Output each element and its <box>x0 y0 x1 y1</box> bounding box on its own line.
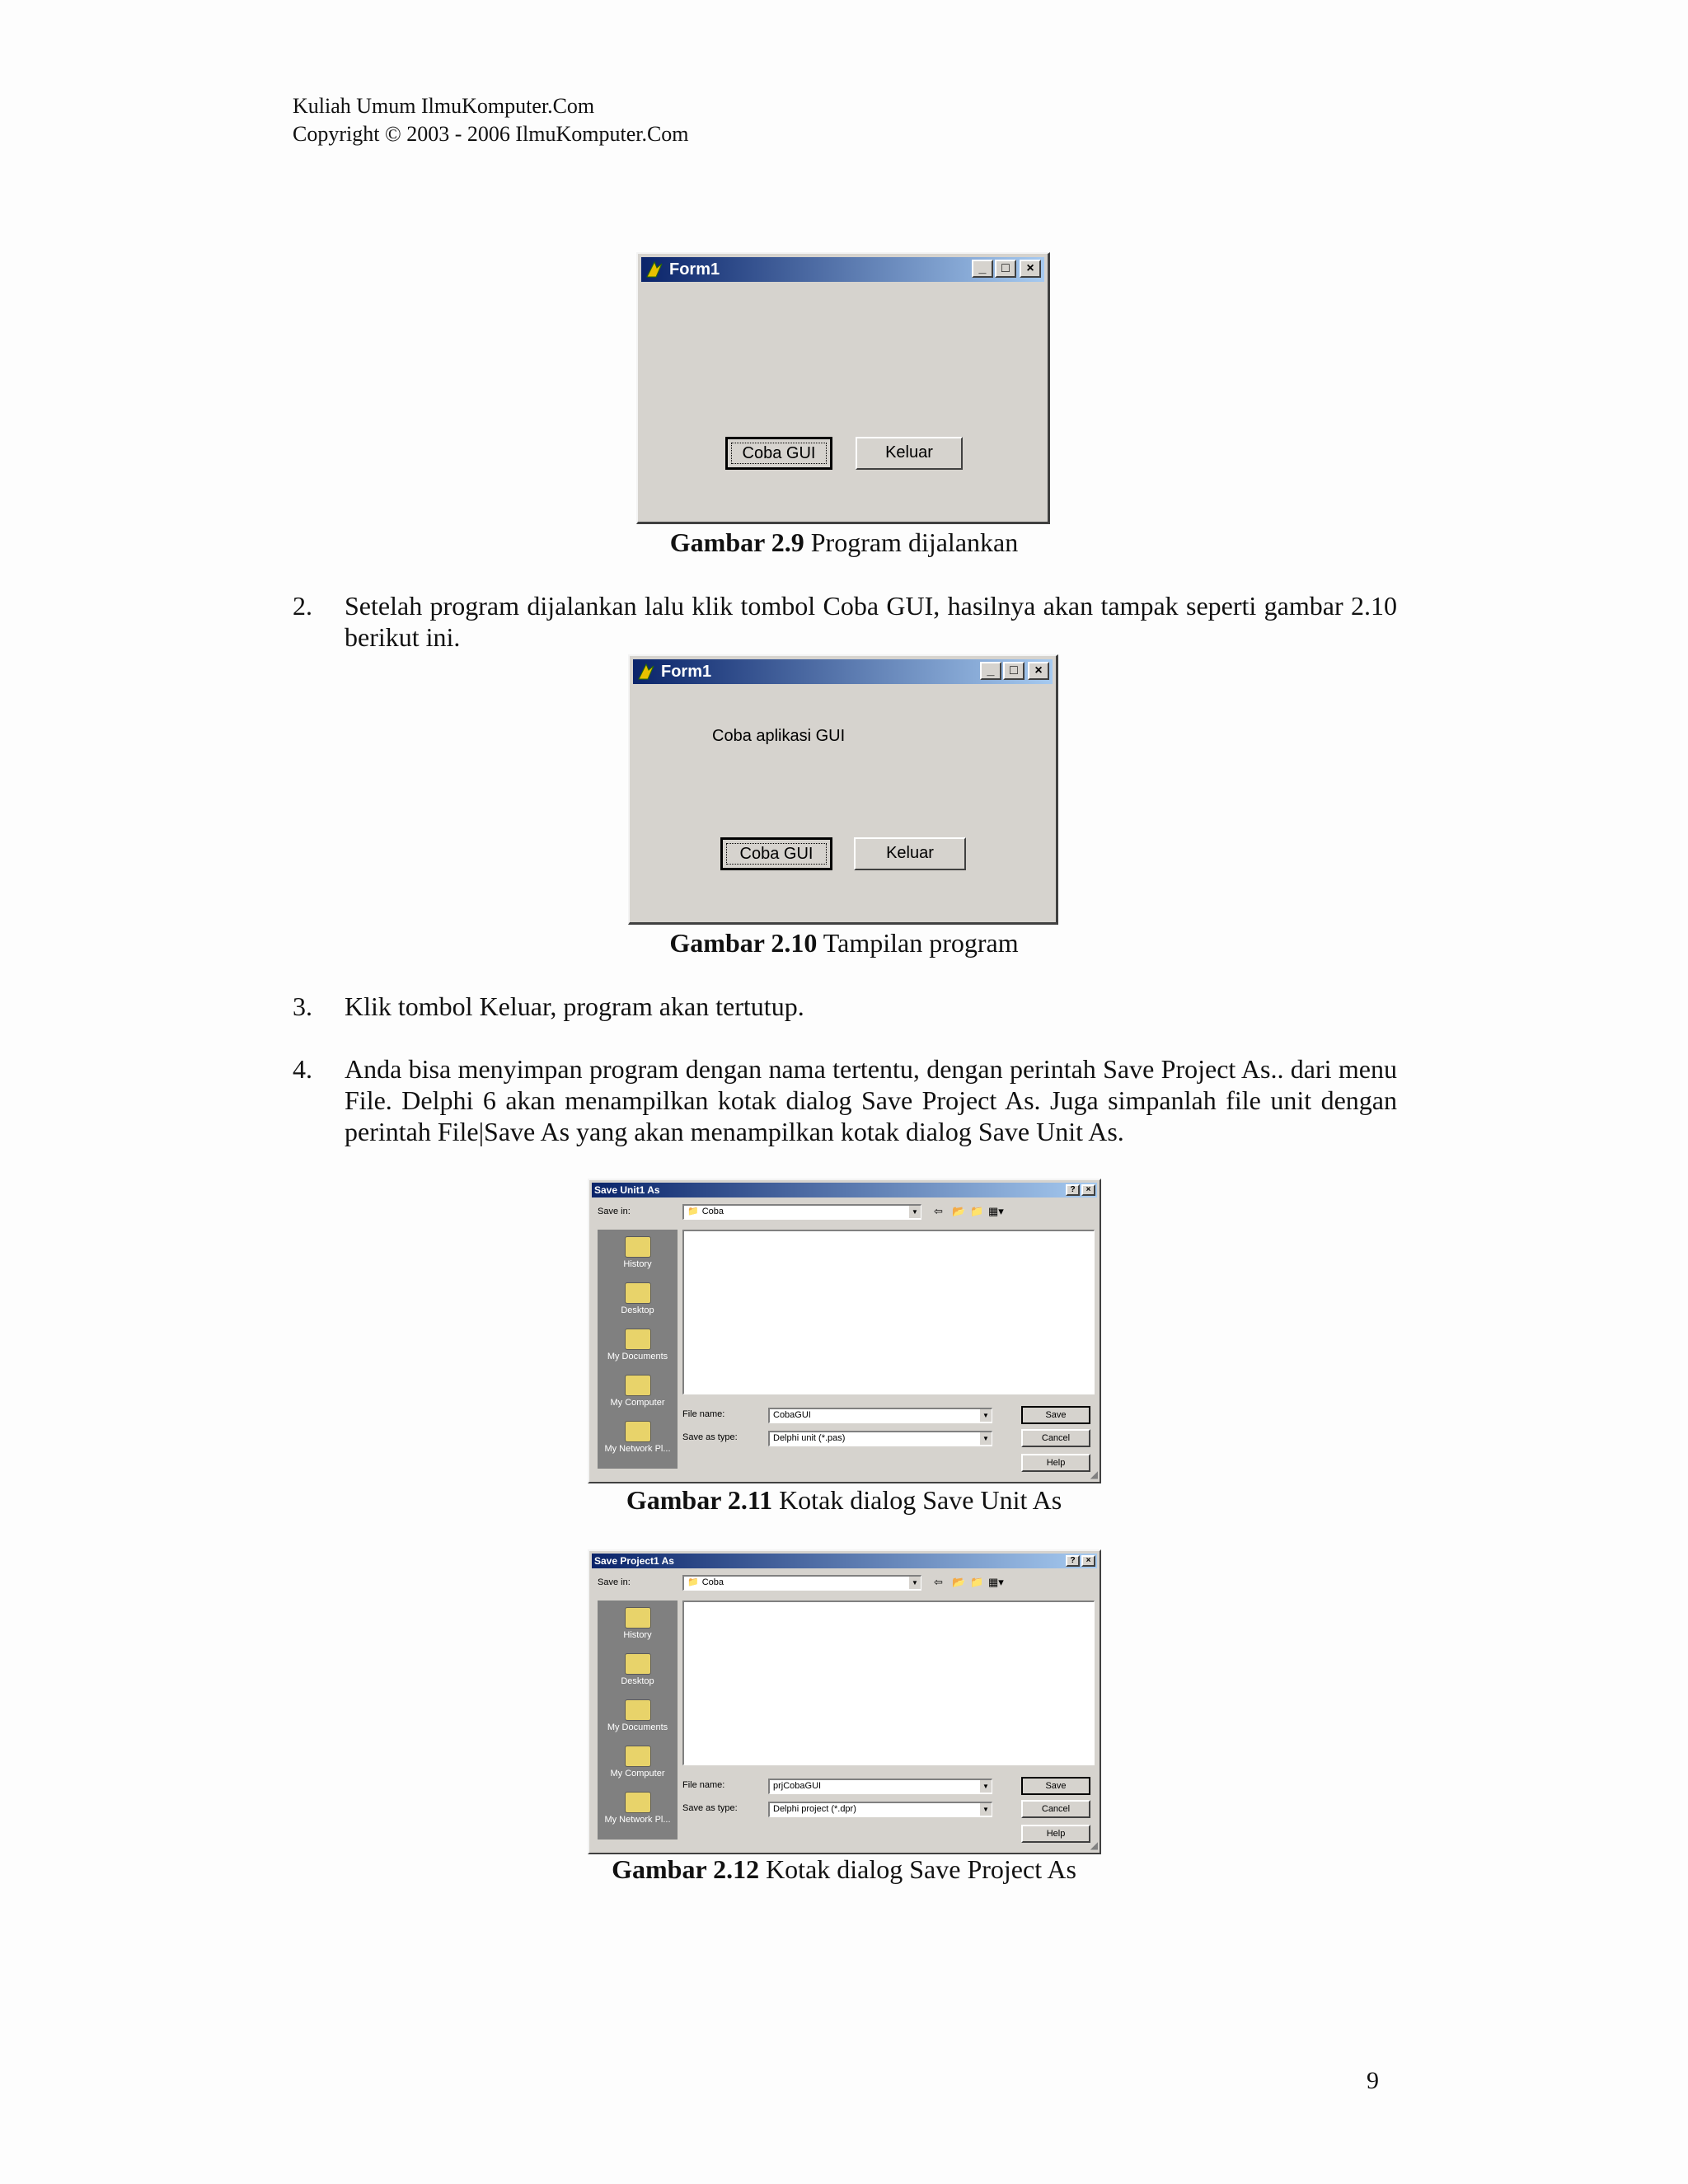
places-bar <box>598 1601 678 1840</box>
up-folder-icon[interactable]: 📂 <box>952 1205 966 1217</box>
figure-2-10-caption: Gambar 2.10 Tampilan program <box>669 928 1019 958</box>
places-my-network[interactable]: My Network Pl... <box>598 1421 678 1454</box>
places-desktop[interactable]: Desktop <box>598 1653 678 1686</box>
header-line-1: Kuliah Umum IlmuKomputer.Com <box>293 94 595 118</box>
places-history[interactable]: History <box>598 1607 678 1640</box>
figure-2-11-caption: Gambar 2.11 Kotak dialog Save Unit As <box>626 1485 1062 1515</box>
title-bar <box>633 659 1053 684</box>
save-in-combo[interactable]: 📁 Coba ▼ <box>682 1575 921 1591</box>
chevron-down-icon[interactable]: ▼ <box>908 1206 921 1218</box>
list-item-2: 2. Setelah program dijalankan lalu klik tombol Coba GUI, hasilnya akan tampak seperti gambar 2.10 berikut ini. <box>293 591 1397 652</box>
desktop-icon <box>625 1282 651 1304</box>
save-type-combo[interactable]: Delphi project (*.dpr) ▼ <box>768 1802 992 1817</box>
places-history[interactable]: History <box>598 1236 678 1269</box>
resize-grip-icon[interactable]: ◢ <box>1090 1469 1098 1480</box>
file-name-label: File name: <box>682 1780 725 1790</box>
delphi-app-icon <box>645 260 663 279</box>
dialog-title-bar <box>592 1554 1097 1568</box>
view-menu-icon[interactable]: ▦▾ <box>988 1576 1004 1588</box>
file-list[interactable] <box>682 1230 1095 1394</box>
chevron-down-icon[interactable]: ▼ <box>908 1577 921 1589</box>
folder-icon: 📁 <box>687 1577 699 1587</box>
help-button[interactable]: Help <box>1021 1454 1090 1472</box>
form1-window-fig-2-9 <box>636 252 1050 524</box>
places-my-computer[interactable]: My Computer <box>598 1375 678 1408</box>
file-name-field[interactable]: prjCobaGUI ▼ <box>768 1779 992 1794</box>
view-menu-icon[interactable]: ▦▾ <box>988 1205 1004 1217</box>
list-item-4: 4. Anda bisa menyimpan program dengan nama tertentu, dengan perintah Save Project As.. dari menu File. Delphi 6 akan menampilkan kotak dialog Save Project As. Juga simpanlah file unit dengan perintah File|Save As yang akan menampilkan kotak dialog Save Unit As. <box>293 1054 1397 1146</box>
places-desktop[interactable]: Desktop <box>598 1282 678 1315</box>
save-unit-dialog <box>588 1179 1101 1483</box>
save-in-label: Save in: <box>598 1577 631 1587</box>
delphi-app-icon <box>637 663 655 681</box>
save-in-label: Save in: <box>598 1207 631 1216</box>
help-title-button[interactable]: ? <box>1066 1555 1080 1567</box>
window-title: Form1 <box>661 663 712 681</box>
places-my-computer[interactable]: My Computer <box>598 1746 678 1779</box>
back-icon[interactable]: ⇦ <box>934 1576 943 1588</box>
save-type-label: Save as type: <box>682 1432 738 1442</box>
my-computer-icon <box>625 1375 651 1396</box>
form1-window-fig-2-10 <box>628 654 1058 925</box>
new-folder-icon[interactable]: 📁 <box>970 1205 984 1217</box>
save-button[interactable]: Save <box>1021 1777 1090 1795</box>
coba-gui-button[interactable]: Coba GUI <box>720 837 832 870</box>
resize-grip-icon[interactable]: ◢ <box>1090 1840 1098 1851</box>
figure-2-9-caption: Gambar 2.9 Program dijalankan <box>669 527 1019 557</box>
new-folder-icon[interactable]: 📁 <box>970 1576 984 1588</box>
page-number: 9 <box>1367 2067 1379 2094</box>
coba-aplikasi-label: Coba aplikasi GUI <box>712 727 846 745</box>
places-my-documents[interactable]: My Documents <box>598 1699 678 1732</box>
history-icon <box>625 1236 651 1258</box>
my-documents-icon <box>625 1699 651 1721</box>
save-type-combo[interactable]: Delphi unit (*.pas) ▼ <box>768 1431 992 1446</box>
title-bar <box>641 257 1044 282</box>
help-title-button[interactable]: ? <box>1066 1184 1080 1196</box>
save-project-dialog <box>588 1549 1101 1854</box>
window-title: Form1 <box>669 260 720 279</box>
minimize-button[interactable]: _ <box>980 662 1001 680</box>
coba-gui-button[interactable]: Coba GUI <box>725 437 832 470</box>
maximize-button[interactable]: □ <box>1003 662 1025 680</box>
close-button[interactable]: × <box>1028 662 1049 680</box>
up-folder-icon[interactable]: 📂 <box>952 1576 966 1588</box>
history-icon <box>625 1607 651 1629</box>
chevron-down-icon[interactable]: ▼ <box>979 1432 992 1445</box>
places-my-network[interactable]: My Network Pl... <box>598 1792 678 1825</box>
help-button[interactable]: Help <box>1021 1825 1090 1843</box>
figure-2-12-caption: Gambar 2.12 Kotak dialog Save Project As <box>612 1854 1076 1884</box>
back-icon[interactable]: ⇦ <box>934 1205 943 1217</box>
my-documents-icon <box>625 1329 651 1350</box>
minimize-button[interactable]: _ <box>972 260 993 278</box>
header-line-2: Copyright © 2003 - 2006 IlmuKomputer.Com <box>293 122 689 146</box>
my-network-icon <box>625 1421 651 1442</box>
cancel-button[interactable]: Cancel <box>1021 1800 1090 1818</box>
my-network-icon <box>625 1792 651 1813</box>
my-computer-icon <box>625 1746 651 1767</box>
save-in-combo[interactable]: 📁 Coba ▼ <box>682 1204 921 1220</box>
maximize-button[interactable]: □ <box>995 260 1016 278</box>
file-name-field[interactable]: CobaGUI ▼ <box>768 1408 992 1423</box>
chevron-down-icon[interactable]: ▼ <box>979 1780 992 1793</box>
chevron-down-icon[interactable]: ▼ <box>979 1409 992 1422</box>
list-item-3: 3. Klik tombol Keluar, program akan tertutup. <box>293 991 804 1021</box>
file-name-label: File name: <box>682 1409 725 1419</box>
close-button[interactable]: × <box>1081 1184 1095 1196</box>
save-type-label: Save as type: <box>682 1803 738 1813</box>
folder-icon: 📁 <box>687 1207 699 1216</box>
file-list[interactable] <box>682 1601 1095 1765</box>
cancel-button[interactable]: Cancel <box>1021 1429 1090 1447</box>
close-button[interactable]: × <box>1020 260 1041 278</box>
dialog-title-bar <box>592 1183 1097 1197</box>
places-bar <box>598 1230 678 1469</box>
keluar-button[interactable]: Keluar <box>856 437 963 470</box>
dialog-title: Save Project1 As <box>594 1555 674 1567</box>
desktop-icon <box>625 1653 651 1675</box>
keluar-button[interactable]: Keluar <box>854 837 966 870</box>
dialog-title: Save Unit1 As <box>594 1184 660 1196</box>
close-button[interactable]: × <box>1081 1555 1095 1567</box>
chevron-down-icon[interactable]: ▼ <box>979 1803 992 1816</box>
save-button[interactable]: Save <box>1021 1406 1090 1424</box>
places-my-documents[interactable]: My Documents <box>598 1329 678 1361</box>
page-header <box>293 92 689 148</box>
